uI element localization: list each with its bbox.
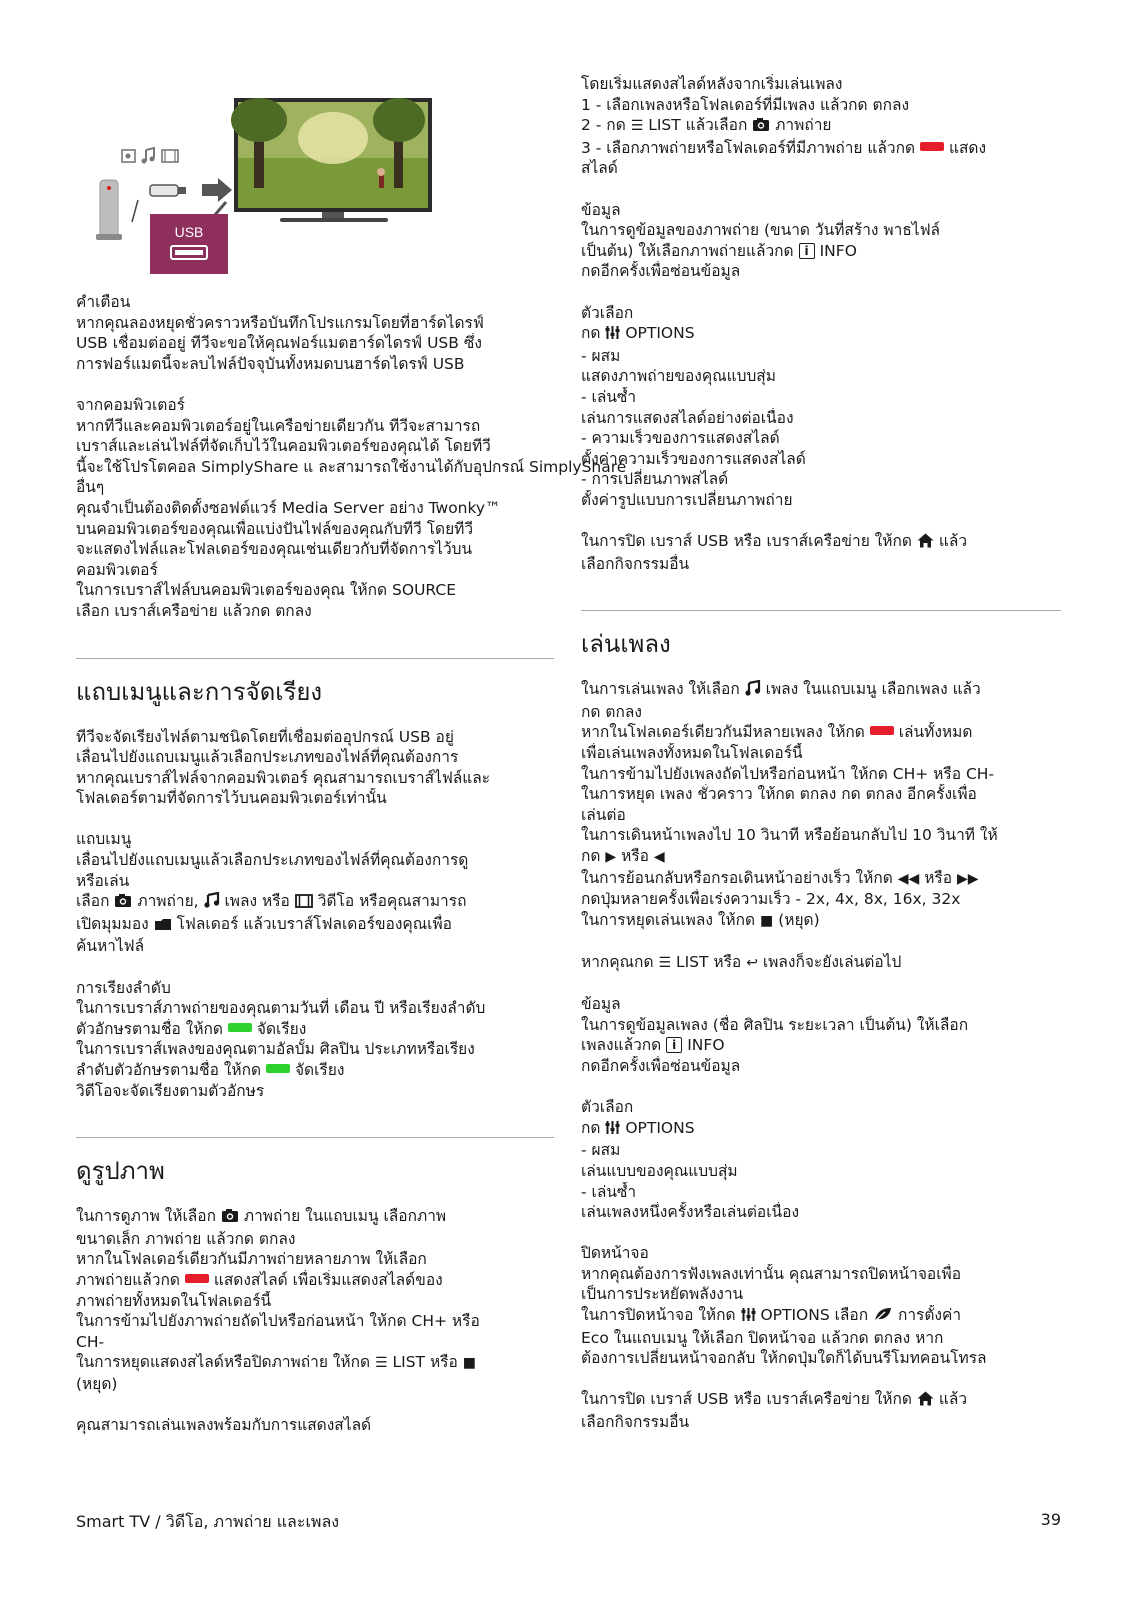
warning-line-2: USB เชื่อมต่ออยู่ ทีวีจะขอให้คุณฟอร์แมตฮาร์ดไดรฟ์ USB ซึ่ง bbox=[76, 334, 482, 353]
music-line-7: เล่นต่อ bbox=[581, 805, 626, 824]
options-title: ตัวเลือก bbox=[581, 303, 634, 322]
info-line-3: กดอีกครั้งเพื่อซ่อนข้อมูล bbox=[581, 262, 741, 281]
camera-icon bbox=[114, 893, 132, 914]
music-line-1: ในการเล่นเพลง ให้เลือก เพลง ในแถบเมนู เลือกเพลง แล้ว bbox=[581, 679, 1061, 702]
close-line-1: ในการปิด เบราส์ USB หรือ เบราส์เครือข่าย ให้กด แล้ว bbox=[581, 531, 1061, 554]
music-line-9: กด ▶ หรือ ◀ bbox=[581, 847, 665, 865]
list-icon: ☰ bbox=[658, 954, 672, 971]
music-note-icon bbox=[204, 892, 220, 914]
computer-line-5: คุณจำเป็นต้องติดตั้งซอฟต์แวร์ Media Server อย่าง Twonky™ bbox=[76, 498, 501, 517]
music-line-4: เพื่อเล่นเพลงทั้งหมดในโฟลเดอร์นี้ bbox=[581, 744, 803, 763]
music-options-press-line: กด OPTIONS bbox=[581, 1118, 1061, 1141]
music-line-6: ในการหยุด เพลง ชั่วคราว ให้กด ตกลง กด ตกลง อีกครั้งเพื่อ bbox=[581, 785, 977, 804]
close-line-3: ในการปิด เบราส์ USB หรือ เบราส์เครือข่าย ให้กด แล้ว bbox=[581, 1389, 1061, 1412]
green-key-icon bbox=[266, 1064, 290, 1073]
film-icon bbox=[295, 893, 313, 914]
slideshow-line-3: 2 - กด ☰ LIST แล้วเลือก ภาพถ่าย bbox=[581, 115, 1061, 138]
computer-line-7: จะแสดงไฟล์และโฟลเดอร์ของคุณเช่นเดียวกับที่จัดการไว้บน bbox=[76, 540, 473, 559]
screen-off-title: ปิดหน้าจอ bbox=[581, 1244, 649, 1263]
sort-title: การเรียงลำดับ bbox=[76, 978, 171, 997]
photos-heading: ดูรูปภาพ bbox=[76, 1157, 165, 1186]
back-icon: ↩ bbox=[746, 954, 758, 971]
options-icon bbox=[605, 325, 620, 346]
music-line-13: หากคุณกด ☰ LIST หรือ ↩ เพลงก็จะยังเล่นต่อไป bbox=[581, 952, 902, 971]
screen-off-line-2: เป็นการประหยัดพลังงาน bbox=[581, 1285, 744, 1304]
section-divider bbox=[76, 658, 554, 659]
photos-line-9: (หยุด) bbox=[76, 1374, 118, 1393]
green-key-icon bbox=[228, 1023, 252, 1032]
options-icon bbox=[605, 1120, 620, 1141]
computer-line-2: เบราส์และเล่นไฟล์ที่จัดเก็บไว้ในคอมพิวเตอร์ของคุณได้ โดยทีวี bbox=[76, 437, 491, 456]
menubar-find-files: ค้นหาไฟล์ bbox=[76, 937, 145, 956]
camera-icon bbox=[752, 117, 770, 138]
screen-off-line-3: ในการปิดหน้าจอ ให้กด OPTIONS เลือก การตั้งค่า bbox=[581, 1305, 1061, 1328]
menubar-select-line: เลือก ภาพถ่าย, เพลง หรือ วิดีโอ หรือคุณสามารถ bbox=[76, 891, 554, 914]
menu-intro-2: เลื่อนไปยังแถบเมนูแล้วเลือกประเภทของไฟล์ที่คุณต้องการ bbox=[76, 748, 459, 767]
music-info-title: ข้อมูล bbox=[581, 995, 621, 1014]
play-right-icon: ▶ bbox=[605, 849, 617, 865]
sort-line-5: วิดีโอจะจัดเรียงตามตัวอักษร bbox=[76, 1081, 265, 1100]
footer-breadcrumb: Smart TV / วิดีโอ, ภาพถ่าย และเพลง bbox=[76, 1512, 340, 1531]
folder-icon bbox=[154, 916, 172, 937]
computer-line-9: ในการเบราส์ไฟล์บนคอมพิวเตอร์ของคุณ ให้กด SOURCE bbox=[76, 581, 457, 600]
music-options-line-1: - ผสม bbox=[581, 1141, 621, 1160]
red-key-icon bbox=[920, 142, 944, 151]
music-heading: เล่นเพลง bbox=[581, 630, 671, 659]
red-key-icon bbox=[870, 726, 894, 735]
computer-line-3: นี้จะใช้โปรโตคอล SimplyShare แ ละสามารถใช้งานได้กับอุปกรณ์ SimplyShare bbox=[76, 457, 627, 476]
slideshow-line-5: สไลด์ bbox=[581, 159, 618, 178]
photos-line-8: ในการหยุดแสดงสไลด์หรือปิดภาพถ่าย ให้กด ☰ LIST หรือ ■ bbox=[76, 1353, 476, 1372]
music-info-line-1: ในการดูข้อมูลเพลง (ชื่อ ศิลปิน ระยะเวลา เป็นต้น) ให้เลือก bbox=[581, 1015, 969, 1034]
music-options-line-4: เล่นเพลงหนึ่งครั้งหรือเล่นต่อเนื่อง bbox=[581, 1203, 800, 1222]
screen-off-line-4: Eco ในแถบเมนู ให้เลือก ปิดหน้าจอ แล้วกด ตกลง หาก bbox=[581, 1328, 944, 1347]
close-line-4: เลือกกิจกรรมอื่น bbox=[581, 1413, 690, 1432]
music-line-5: ในการข้ามไปยังเพลงถัดไปหรือก่อนหน้า ให้กด CH+ หรือ CH- bbox=[581, 764, 995, 783]
music-note-icon bbox=[745, 680, 761, 702]
menu-section-heading: แถบเมนูและการจัดเรียง bbox=[76, 677, 323, 706]
options-line-7: - การเปลี่ยนภาพสไลด์ bbox=[581, 470, 729, 489]
music-options-line-2: เล่นแบบของคุณแบบสุ่ม bbox=[581, 1161, 738, 1180]
info-title: ข้อมูล bbox=[581, 200, 621, 219]
section-divider bbox=[581, 610, 1061, 611]
sort-line-2: ตัวอักษรตามชื่อ ให้กด จัดเรียง bbox=[76, 1019, 307, 1038]
photos-line-1: ในการดูภาพ ให้เลือก ภาพถ่าย ในแถบเมนู เลือกภาพ bbox=[76, 1206, 554, 1229]
options-line-2: แสดงภาพถ่ายของคุณแบบสุ่ม bbox=[581, 367, 776, 386]
computer-line-4: อื่นๆ bbox=[76, 478, 105, 497]
music-options-line-3: - เล่นซ้ำ bbox=[581, 1182, 637, 1201]
red-key-icon bbox=[185, 1274, 209, 1283]
menu-intro-4: โฟลเดอร์ตามที่จัดการไว้บนคอมพิวเตอร์เท่านั้น bbox=[76, 789, 387, 808]
rewind-icon: ◀◀ bbox=[897, 870, 920, 887]
camera-icon bbox=[221, 1208, 239, 1229]
menu-intro-1: ทีวีจะจัดเรียงไฟล์ตามชนิดโดยที่เชื่อมต่ออุปกรณ์ USB อยู่ bbox=[76, 727, 454, 746]
stop-icon: ■ bbox=[462, 1355, 476, 1372]
photos-line-5: ภาพถ่ายทั้งหมดในโฟลเดอร์นี้ bbox=[76, 1291, 272, 1310]
music-line-11: กดปุ่มหลายครั้งเพื่อเร่งความเร็ว - 2x, 4x, 8x, 16x, 32x bbox=[581, 890, 961, 909]
screen-off-line-5: ต้องการเปลี่ยนหน้าจอกลับ ให้กดปุ่มใดก็ได้บนรีโมทคอนโทรล bbox=[581, 1349, 987, 1368]
page-number: 39 bbox=[1040, 1510, 1061, 1529]
options-line-3: - เล่นซ้ำ bbox=[581, 387, 637, 406]
options-line-4: เล่นการแสดงสไลด์อย่างต่อเนื่อง bbox=[581, 408, 794, 427]
home-icon bbox=[917, 533, 934, 554]
options-line-1: - ผสม bbox=[581, 346, 621, 365]
computer-line-6: บนคอมพิวเตอร์ของคุณเพื่อแบ่งปันไฟล์ของคุณกับทีวี โดยทีวี bbox=[76, 519, 474, 538]
sort-line-3: ในการเบราส์เพลงของคุณตามอัลบั้ม ศิลปิน ประเภทหรือเรียง bbox=[76, 1040, 475, 1059]
computer-title: จากคอมพิวเตอร์ bbox=[76, 395, 185, 414]
music-info-line-2: เพลงแล้วกด i INFO bbox=[581, 1036, 725, 1055]
options-line-8: ตั้งค่ารูปแบบการเปลี่ยนภาพถ่าย bbox=[581, 490, 793, 509]
music-options-title: ตัวเลือก bbox=[581, 1098, 634, 1117]
sort-line-1: ในการเบราส์ภาพถ่ายของคุณตามวันที่ เดือน ปี หรือเรียงลำดับ bbox=[76, 999, 486, 1018]
options-press-line: กด OPTIONS bbox=[581, 323, 1061, 346]
photos-line-10: คุณสามารถเล่นเพลงพร้อมกับการแสดงสไลด์ bbox=[76, 1416, 372, 1435]
menu-intro-3: หากคุณเบราส์ไฟล์จากคอมพิวเตอร์ คุณสามารถเบราส์ไฟล์และ bbox=[76, 768, 491, 787]
play-left-icon: ◀ bbox=[653, 849, 665, 865]
info-line-1: ในการดูข้อมูลของภาพถ่าย (ขนาด วันที่สร้าง พาธไฟล์ bbox=[581, 221, 941, 240]
page-footer bbox=[76, 1510, 1061, 1535]
slideshow-line-2: 1 - เลือกเพลงหรือโฟลเดอร์ที่มีเพลง แล้วกด ตกลง bbox=[581, 95, 910, 114]
list-icon: ☰ bbox=[630, 118, 644, 135]
computer-line-8: คอมพิวเตอร์ bbox=[76, 560, 158, 579]
warning-line-1: หากคุณลองหยุดชั่วคราวหรือบันทึกโปรแกรมโดยที่ฮาร์ดไดรฟ์ bbox=[76, 313, 484, 332]
menubar-line-2: หรือเล่น bbox=[76, 871, 130, 890]
right-column bbox=[581, 74, 1061, 1433]
section-divider bbox=[76, 1137, 554, 1138]
close-line-2: เลือกกิจกรรมอื่น bbox=[581, 554, 690, 573]
sort-line-4: ลำดับตัวอักษรตามชื่อ ให้กด จัดเรียง bbox=[76, 1061, 345, 1079]
list-icon: ☰ bbox=[375, 1355, 388, 1372]
photos-line-6: ในการข้ามไปยังภาพถ่ายถัดไปหรือก่อนหน้า ให้กด CH+ หรือ bbox=[76, 1312, 480, 1331]
photos-line-4: ภาพถ่ายแล้วกด แสดงสไลด์ เพื่อเริ่มแสดงสไลด์ของ bbox=[76, 1270, 443, 1289]
music-line-3: หากในโฟลเดอร์เดียวกันมีหลายเพลง ให้กด เล่นทั้งหมด bbox=[581, 723, 973, 742]
warning-line-3: การฟอร์แมตนี้จะลบไฟล์ปัจจุบันทั้งหมดบนฮาร์ดไดรฟ์ USB bbox=[76, 354, 465, 373]
music-line-8: ในการเดินหน้าเพลงไป 10 วินาที หรือย้อนกลับไป 10 วินาที ให้ bbox=[581, 826, 998, 845]
music-line-12: ในการหยุดเล่นเพลง ให้กด ■ (หยุด) bbox=[581, 910, 820, 929]
info-line-2: เป็นต้น) ให้เลือกภาพถ่ายแล้วกด i INFO bbox=[581, 241, 857, 260]
stop-icon: ■ bbox=[760, 912, 774, 929]
photos-line-7: CH- bbox=[76, 1332, 105, 1351]
info-icon: i bbox=[799, 243, 815, 259]
options-line-6: ตั้งค่าความเร็วของการแสดงสไลด์ bbox=[581, 449, 806, 468]
slideshow-line-1: โดยเริ่มแสดงสไลด์หลังจากเริ่มเล่นเพลง bbox=[581, 75, 843, 93]
slideshow-line-4: 3 - เลือกภาพถ่ายหรือโฟลเดอร์ที่มีภาพถ่าย แล้วกด แสดง bbox=[581, 138, 987, 157]
menubar-title: แถบเมนู bbox=[76, 830, 132, 849]
menubar-line-1: เลื่อนไปยังแถบเมนูแล้วเลือกประเภทของไฟล์ที่คุณต้องการดู bbox=[76, 851, 469, 870]
screen-off-line-1: หากคุณต้องการฟังเพลงเท่านั้น คุณสามารถปิดหน้าจอเพื่อ bbox=[581, 1264, 962, 1283]
eco-leaf-icon bbox=[873, 1307, 893, 1328]
menubar-folder-line: เปิดมุมมอง โฟลเดอร์ แล้วเบราส์โฟลเดอร์ของคุณเพื่อ bbox=[76, 914, 554, 937]
photos-line-3: หากในโฟลเดอร์เดียวกันมีภาพถ่ายหลายภาพ ให้เลือก bbox=[76, 1250, 427, 1269]
music-line-2: กด ตกลง bbox=[581, 702, 642, 721]
music-line-10: ในการย้อนกลับหรือกรอเดินหน้าอย่างเร็ว ให้กด ◀◀ หรือ ▶▶ bbox=[581, 868, 979, 887]
info-icon: i bbox=[666, 1037, 682, 1053]
fast-forward-icon: ▶▶ bbox=[957, 870, 979, 887]
computer-line-10: เลือก เบราส์เครือข่าย แล้วกด ตกลง bbox=[76, 601, 312, 620]
usb-port-label: USB bbox=[174, 224, 204, 240]
options-icon bbox=[741, 1307, 756, 1328]
music-info-line-3: กดอีกครั้งเพื่อซ่อนข้อมูล bbox=[581, 1056, 741, 1075]
home-icon bbox=[917, 1391, 934, 1412]
computer-line-1: หากทีวีและคอมพิวเตอร์อยู่ในเครือข่ายเดียวกัน ทีวีจะสามารถ bbox=[76, 416, 481, 435]
warning-title: คำเตือน bbox=[76, 293, 131, 311]
options-line-5: - ความเร็วของการแสดงสไลด์ bbox=[581, 429, 780, 448]
photos-line-2: ขนาดเล็ก ภาพถ่าย แล้วกด ตกลง bbox=[76, 1229, 296, 1248]
